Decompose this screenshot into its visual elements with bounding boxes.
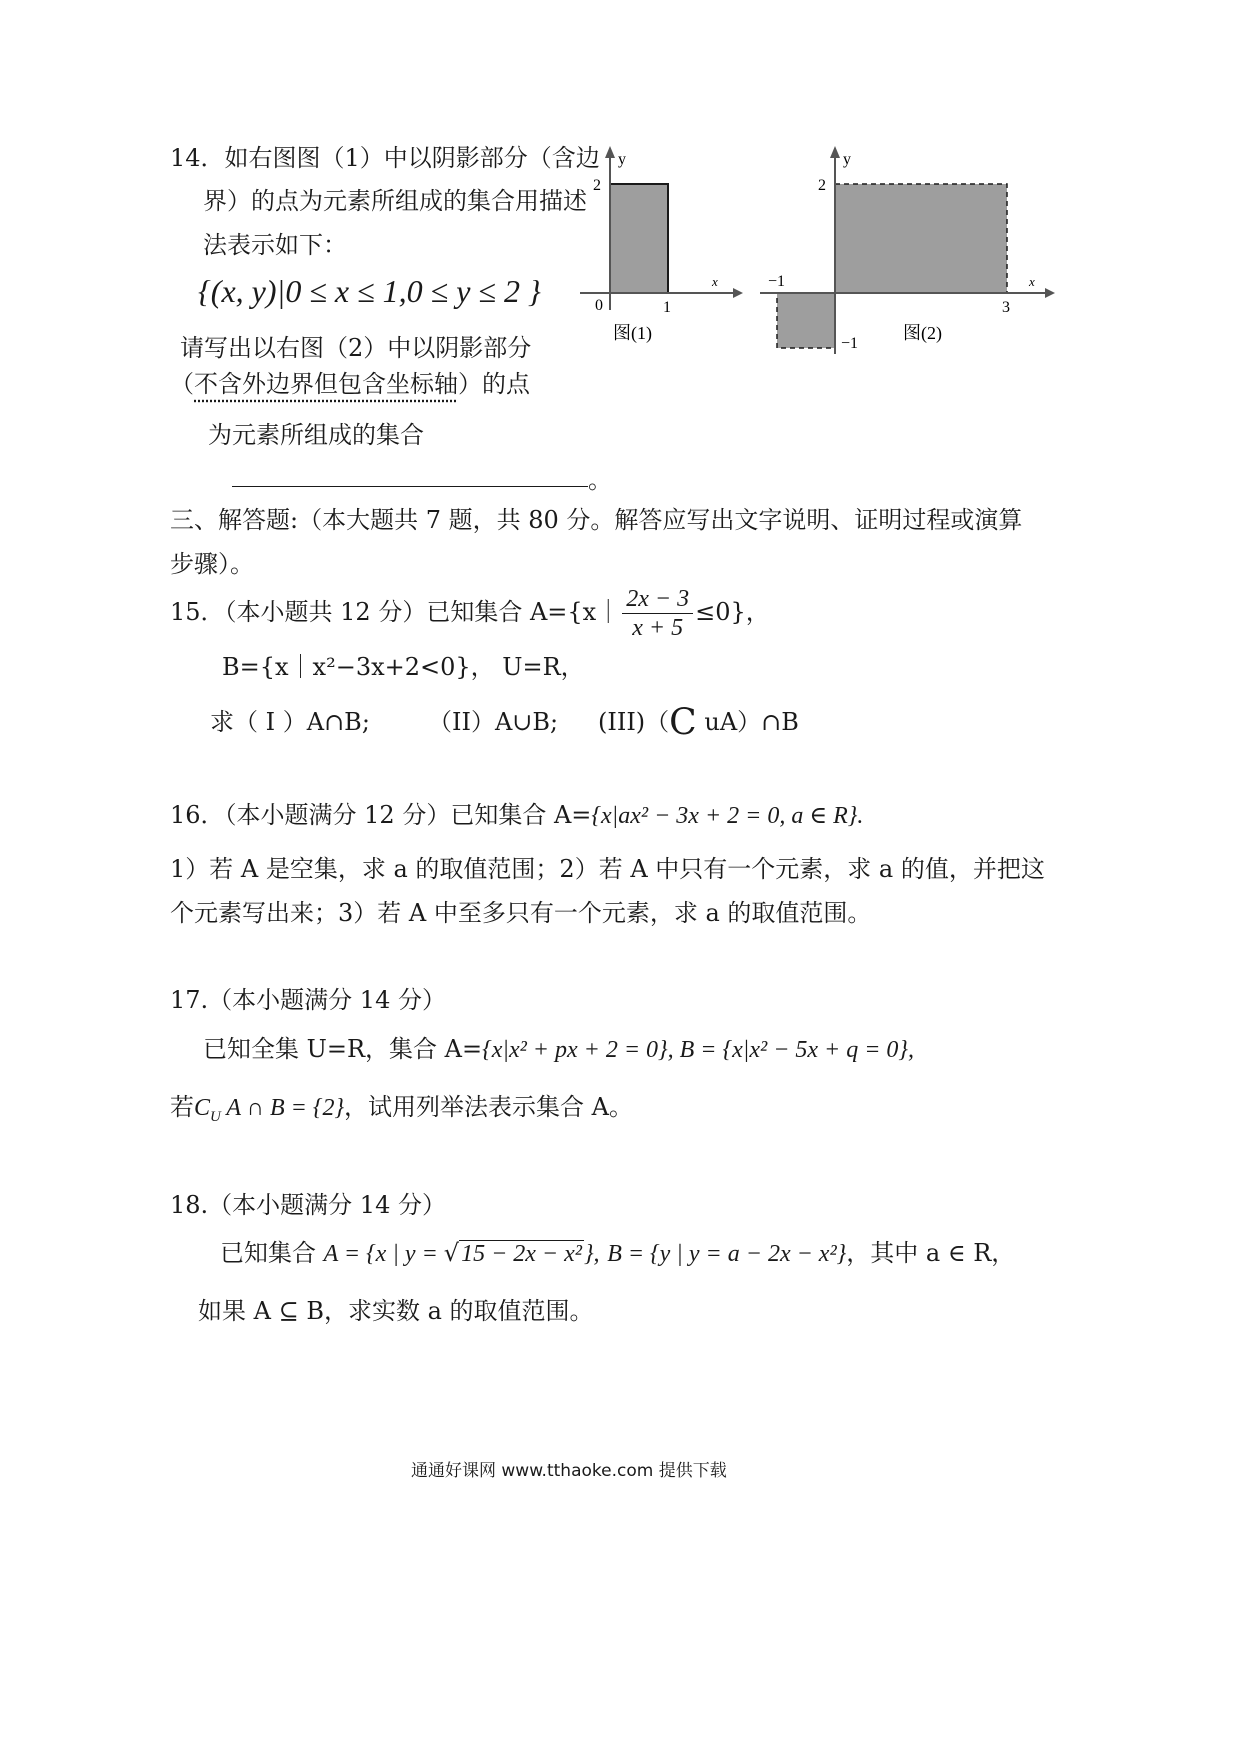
- q17-title: 17.（本小题满分 14 分）: [170, 986, 446, 1014]
- q16-lead: 16．（本小题满分 12 分）已知集合 A=: [170, 801, 592, 829]
- q18-tail: ，其中 a ∈ R，: [846, 1239, 1016, 1267]
- fig1-caption: 图(1): [613, 323, 652, 343]
- q17-line3: [170, 1092, 633, 1123]
- fig1-y-tick-label: 2: [593, 177, 601, 194]
- q14-line1: 14．如右图图（1）中以阴影部分（含边: [170, 144, 600, 172]
- figure-2: [755, 140, 1065, 365]
- fig2-y-tick-neg-label: −1: [841, 335, 859, 352]
- q15-part3-open: (III)（: [598, 708, 670, 736]
- q18-set-a-prefix: A = {x | y =: [323, 1241, 444, 1267]
- fig1-origin-label: 0: [595, 297, 603, 314]
- q14-line6-emphasis: 不含外边界但包含坐标轴: [194, 370, 458, 398]
- fig2-x-tick-pos-label: 3: [1002, 299, 1010, 316]
- q14-line6-close: ）的点: [458, 370, 530, 398]
- q17-complement: C: [194, 1095, 211, 1121]
- section3-line1: 三、解答题:（本大题共 7 题，共 80 分。解答应写出文字说明、证明过程或演算: [170, 506, 1023, 534]
- q17-line3-tail: ，试用列举法表示集合 A。: [344, 1093, 634, 1121]
- fig2-x-arrow-icon: [1045, 288, 1055, 298]
- q18-set-a-suffix: },: [583, 1241, 600, 1267]
- q15-fraction: [622, 585, 693, 642]
- page-footer: 通通好课网 www.tthaoke.com 提供下载: [411, 1461, 727, 1481]
- q15-part3: [598, 702, 799, 744]
- q17-set-a: {x|x² + px + 2 = 0}: [482, 1037, 668, 1063]
- q17-line3-pre: 若: [170, 1093, 194, 1121]
- q16-line2: 1）若 A 是空集，求 a 的取值范围；2）若 A 中只有一个元素，求 a 的值，并把这: [170, 855, 1045, 883]
- fig2-x-label: x: [1029, 274, 1035, 289]
- fig1-shaded-region: [610, 184, 668, 293]
- q17-line2: [203, 1034, 914, 1065]
- q17-complement-subscript: U: [210, 1108, 221, 1125]
- fig1-x-arrow-icon: [733, 288, 743, 298]
- fig2-caption: 图(2): [903, 323, 942, 343]
- q18-set-b: B = {y | y = a − 2x − x²}: [607, 1241, 847, 1267]
- q17-intersection-expr: A ∩ B = {2}: [220, 1095, 345, 1121]
- q15-part1: 求（ I ）A∩B;: [210, 708, 370, 736]
- q15-tail: ≤0}，: [695, 598, 770, 626]
- q15-part2: （II）A∪B;: [428, 708, 559, 736]
- q15-fraction-numerator: 2x − 3: [622, 585, 693, 614]
- fig2-shaded-region-upper: [835, 184, 1007, 293]
- q16-set: {x|ax² − 3x + 2 = 0, a ∈ R}.: [591, 803, 864, 829]
- q14-line6-open: （: [170, 370, 194, 398]
- q14-answer-blank: [232, 486, 588, 487]
- q14-line6: [170, 369, 530, 399]
- fig2-x-tick-neg-label: −1: [768, 273, 786, 290]
- fig2-y-arrow-icon: [830, 146, 840, 158]
- q16-line1: [170, 800, 863, 831]
- q18-title: 18.（本小题满分 14 分）: [170, 1191, 446, 1219]
- q15-lead: 15．（本小题共 12 分）已知集合 A={x｜: [170, 598, 621, 626]
- q18-sqrt-icon: √: [443, 1239, 460, 1267]
- q14-period: 。: [588, 466, 612, 494]
- section3-line2: 步骤）。: [170, 550, 254, 578]
- fig1-x-label: x: [712, 274, 718, 289]
- fig1-y-arrow-icon: [605, 146, 615, 158]
- q15-fraction-denominator: x + 5: [632, 615, 684, 641]
- q14-line3: 法表示如下：: [203, 231, 347, 259]
- q15-complement-symbol: C: [669, 702, 697, 744]
- fig2-y-tick-pos-label: 2: [818, 177, 826, 194]
- q18-line3: 如果 A ⊆ B，求实数 a 的取值范围。: [198, 1297, 594, 1325]
- fig1-y-label: y: [618, 151, 626, 168]
- q14-line5: 请写出以右图（2）中以阴影部分: [180, 334, 532, 362]
- fig1-x-tick-label: 1: [663, 299, 671, 316]
- q14-line7: 为元素所组成的集合: [208, 421, 424, 449]
- q14-set-expression: {(x, y)|0 ≤ x ≤ 1,0 ≤ y ≤ 2 }: [198, 273, 541, 309]
- q18-lead: 已知集合: [220, 1239, 316, 1267]
- q15-part3-close: uA）∩B: [704, 708, 799, 736]
- q15-line1: [170, 584, 770, 642]
- q16-line3: 个元素写出来；3）若 A 中至多只有一个元素，求 a 的取值范围。: [170, 899, 872, 927]
- fig2-y-label: y: [843, 151, 851, 168]
- q14-line2: 界）的点为元素所组成的集合用描述: [203, 187, 587, 215]
- q17-set-b: , B = {x|x² − 5x + q = 0},: [667, 1037, 915, 1063]
- q18-sqrt-radicand: 15 − 2x − x²: [461, 1241, 582, 1267]
- q18-line2: [220, 1238, 1015, 1269]
- figure-1: [575, 140, 745, 360]
- q15-line2: B={x｜x²−3x+2<0}， U=R，: [222, 653, 585, 681]
- fig2-shaded-region-lower: [777, 293, 835, 348]
- q17-lead: 已知全集 U=R，集合 A=: [203, 1035, 483, 1063]
